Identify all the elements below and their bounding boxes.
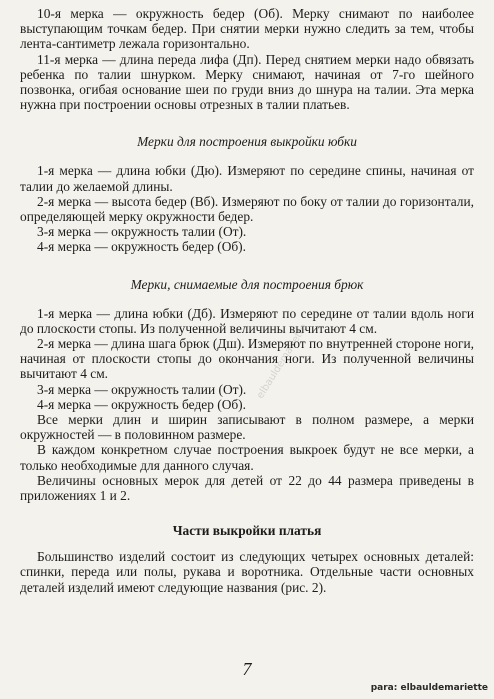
paragraph-appendix-note: Величины основных мерок для детей от 22 до 44 размера приведены в приложениях 1 и 2.: [20, 472, 474, 504]
paragraph-hip-girth: 10-я мерка — окружность бедер (Об). Мерку снимают по наиболее выступающим точкам бедер. При снятии мерки нужно следить за тем, чтобы лента-сантиметр лежала горизонтально.: [20, 6, 474, 52]
heading-dress-parts: Части выкройки платья: [172, 523, 322, 539]
trouser-measure-3: 3-я мерка — окружность талии (От).: [37, 381, 247, 397]
heading-trouser-measures: Мерки, снимаемые для построения брюк: [130, 276, 364, 292]
page-number: 7: [242, 659, 252, 679]
heading-skirt-measures: Мерки для построения выкройки юбки: [137, 134, 357, 150]
diagonal-watermark: elbauldemariette: [255, 322, 310, 401]
paragraph-recording-note: Все мерки длин и ширин записывают в полном размере, а мерки окружностей — в половинном размере.: [20, 412, 474, 443]
trouser-measure-2: 2-я мерка — длина шага брюк (Дш). Измеряют по внутренней стороне ноги, начиная от плоскости стопы до окончания ноги. Из полученной величины вычитают 4 см.: [20, 336, 474, 382]
skirt-measure-2: 2-я мерка — высота бедер (Вб). Измеряют по боку от талии до горизонтали, определяющей мерку окружности бедер.: [20, 193, 474, 225]
paragraph-front-length: 11-я мерка — длина переда лифа (Дп). Перед снятием мерки надо обвязать ребенка по талии шнурком. Мерку снимают, начиная от 7-го шейного позвонка, огибая основание шеи по груди вниз до шнура на талии. Эта мерка нужна при построении основы отрезных в талии платьев.: [20, 51, 474, 113]
paragraph-dress-parts: Большинство изделий состоит из следующих четырех основных деталей: спинки, переда или полы, рукава и воротника. Отдельные части основных деталей изделий имеют следующие названия (рис. 2).: [20, 549, 474, 595]
paragraph-case-note: В каждом конкретном случае построения выкроек будут не все мерки, а только необходимые для данного случая.: [20, 442, 474, 473]
skirt-measure-1: 1-я мерка — длина юбки (Дю). Измеряют по середине спины, начиная от талии до желаемой длины.: [20, 163, 474, 194]
watermark-credit: para: elbauldemariette: [370, 683, 488, 693]
skirt-measure-4: 4-я мерка — окружность бедер (Об).: [37, 239, 246, 255]
trouser-measure-1: 1-я мерка — длина юбки (Дб). Измеряют по середине от талии вдоль ноги до плоскости стопы. Из полученной величины вычитают 4 см.: [20, 305, 474, 336]
trouser-measure-4: 4-я мерка — окружность бедер (Об).: [37, 396, 246, 412]
skirt-measure-3: 3-я мерка — окружность талии (От).: [37, 224, 247, 240]
